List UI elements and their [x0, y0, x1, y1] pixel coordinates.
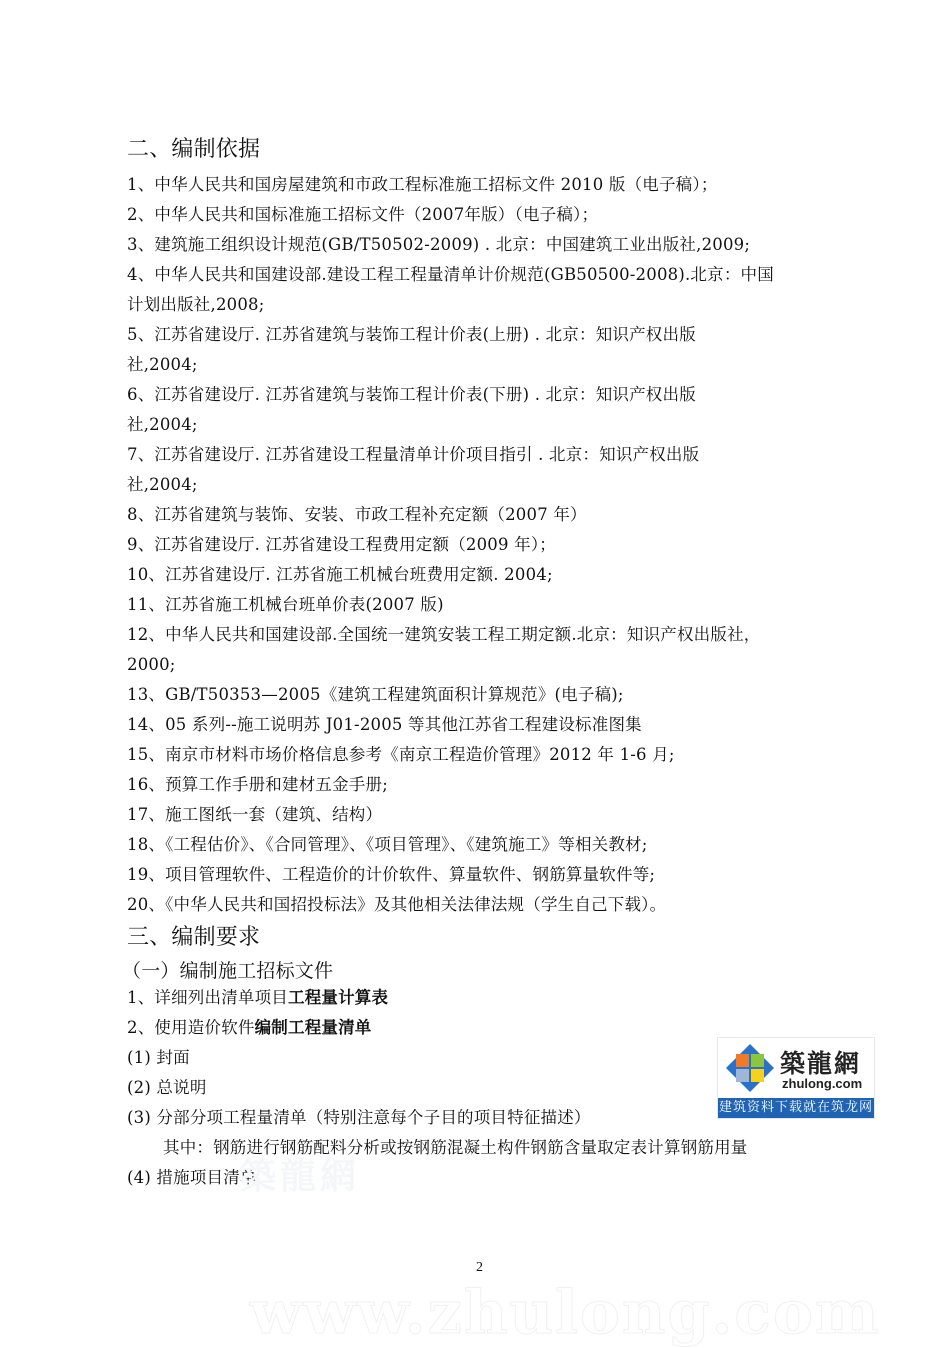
basis-item: 17、施工图纸一套（建筑、结构）	[127, 805, 383, 824]
basis-item-continued: 社,2004;	[127, 415, 198, 434]
logo-name: 築龍網	[780, 1049, 862, 1078]
basis-item: 2、中华人民共和国标准施工招标文件（2007年版）（电子稿）；	[127, 205, 599, 224]
basis-item: 6、江苏省建设厅. 江苏省建筑与装饰工程计价表(下册) . 北京：知识产权出版	[127, 385, 696, 404]
basis-item: 10、江苏省建设厅. 江苏省施工机械台班费用定额. 2004;	[127, 565, 553, 584]
basis-item: 3、建筑施工组织设计规范(GB/T50502-2009) . 北京：中国建筑工业出版社,2009;	[127, 235, 751, 254]
section-heading-requirements: 三、编制要求	[127, 925, 261, 950]
logo-slogan: 建筑资料下载就在筑龙网	[718, 1098, 874, 1118]
basis-item: 16、预算工作手册和建材五金手册;	[127, 775, 388, 794]
basis-item: 8、江苏省建筑与装饰、安装、市政工程补充定额（2007 年）	[127, 505, 587, 524]
watermark-text: 築龍網	[240, 1155, 361, 1197]
basis-item: 4、中华人民共和国建设部.建设工程工程量清单计价规范(GB50500-2008).北京：中国	[127, 265, 774, 284]
basis-item: 20、《中华人民共和国招投标法》及其他相关法律法规（学生自己下载）。	[127, 895, 667, 914]
basis-item: 18、《工程估价》、《合同管理》、《项目管理》、《建筑施工》等相关教材;	[127, 835, 648, 854]
list-subitem: (1) 封面	[127, 1048, 190, 1067]
requirement-emphasis: 编制工程量清单	[254, 1018, 372, 1037]
logo-diamond-icon	[724, 1042, 776, 1094]
list-subitem: (3) 分部分项工程量清单（特别注意每个子目的项目特征描述）	[127, 1108, 591, 1127]
requirement-emphasis: 工程量计算表	[288, 988, 389, 1007]
basis-item-continued: 社,2004;	[127, 355, 198, 374]
basis-item: 5、江苏省建设厅. 江苏省建筑与装饰工程计价表(上册) . 北京：知识产权出版	[127, 325, 696, 344]
watermark-url: www.zhulong.com	[250, 1278, 881, 1348]
requirement-item	[127, 988, 388, 1008]
basis-item: 1、中华人民共和国房屋建筑和市政工程标准施工招标文件 2010 版（电子稿）；	[127, 175, 718, 194]
subsection-heading: （一）编制施工招标文件	[122, 960, 334, 982]
requirement-text: 1、详细列出清单项目	[127, 988, 288, 1007]
basis-item: 7、江苏省建设厅. 江苏省建设工程量清单计价项目指引 . 北京：知识产权出版	[127, 445, 700, 464]
basis-item: 14、05 系列--施工说明苏 J01-2005 等其他江苏省工程建设标准图集	[127, 715, 642, 734]
requirement-text: 2、使用造价软件	[127, 1018, 255, 1037]
basis-item: 9、江苏省建设厅. 江苏省建设工程费用定额（2009 年）；	[127, 535, 556, 554]
requirement-item	[127, 1018, 372, 1038]
list-subitem: (4) 措施项目清单	[127, 1168, 257, 1187]
page-number: 2	[476, 1260, 483, 1275]
zhulong-logo	[717, 1037, 875, 1119]
section-heading-basis: 二、编制依据	[127, 137, 261, 162]
basis-item: 19、项目管理软件、工程造价的计价软件、算量软件、钢筋算量软件等;	[127, 865, 656, 884]
basis-item: 15、南京市材料市场价格信息参考《南京工程造价管理》2012 年 1-6 月;	[127, 745, 675, 764]
basis-item: 12、中华人民共和国建设部.全国统一建筑安装工程工期定额.北京：知识产权出版社，	[127, 625, 761, 644]
basis-item-continued: 社,2004;	[127, 475, 198, 494]
basis-item-continued: 计划出版社,2008;	[127, 295, 265, 314]
logo-domain: zhulong.com	[782, 1076, 863, 1091]
basis-item: 11、江苏省施工机械台班单价表(2007 版)	[127, 595, 444, 614]
list-subitem: (2) 总说明	[127, 1078, 207, 1097]
basis-item-continued: 2000;	[127, 655, 176, 674]
basis-item: 13、GB/T50353—2005《建筑工程建筑面积计算规范》(电子稿);	[127, 685, 624, 704]
list-subitem-note: 其中：钢筋进行钢筋配料分析或按钢筋混凝土构件钢筋含量取定表计算钢筋用量	[163, 1138, 748, 1157]
